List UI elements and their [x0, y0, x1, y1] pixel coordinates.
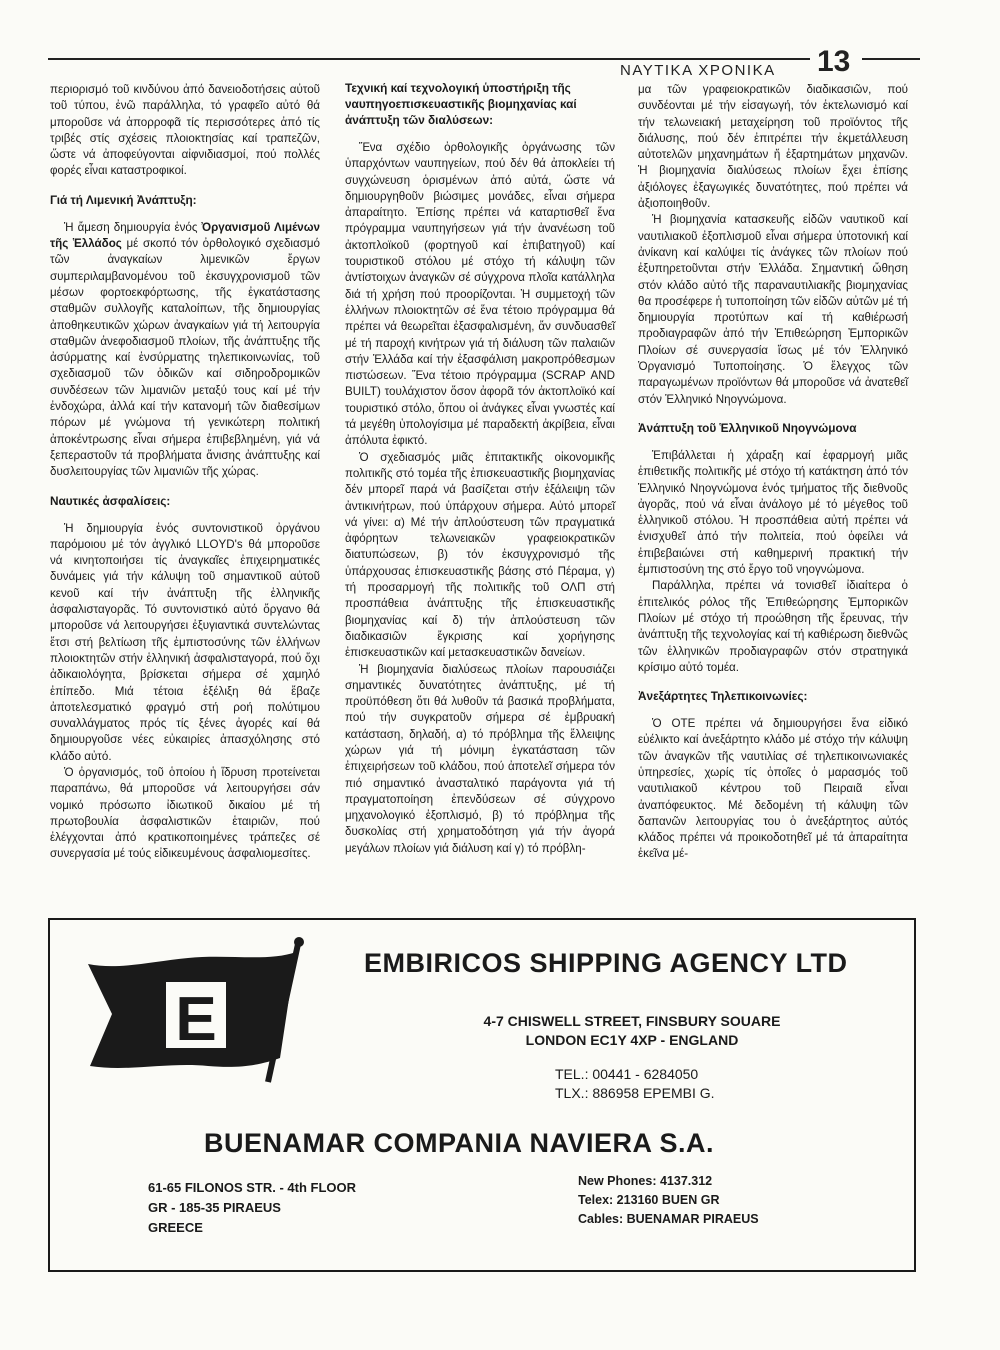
paragraph: Ὁ σχεδιασμός μιᾶς ἐπιτακτικῆς οἰκονομικῆς πολιτικῆς στό τομέα τῆς ἐπισκευαστικῆς βιομηχανίας δέν μπορεῖ παρά νά βασίζεται στήν ἐξάλειψη τῶν ἀντικινήτρων, πού ὑπάρχουν σήμερα. Αὐτό μπορεῖ νά γίνει: α) Μέ τήν ἀπλούστευση τῶν πραγματικά ἀφόρητων τελωνειακῶν γραφειοκρατικῶν διατυπώσεων, β) τόν ἐκσυγχρονισμό τῆς ὑπάρχουσας ἐπισκευαστικῆς βάσης στό Πέραμα, γ) τή προσαρμογή τῆς πολιτικῆς τοῦ ΟΛΠ στή προσπάθεια ἀνάπτυξης τῆς ἐπισκευαστικῆς βιομηχανίας καί δ) τήν ἀπλούστευση τῶν διαδικασιῶν ἔγκρισης καί χορήγησης ἐπισκευαστικῶν καί μετασκευαστικῶν δανείων. — [345, 450, 615, 660]
cables: Cables: BUENAMAR PIRAEUS — [578, 1212, 759, 1226]
contact-buenamar — [578, 1172, 759, 1229]
magazine-title: ΝΑΥΤΙΚΑ ΧΡΟΝΙΚΑ — [620, 62, 776, 79]
paragraph: Ἡ βιομηχανία διαλύσεως πλοίων παρουσιάζει σημαντικές δυνατότητες ἀνάπτυξης, μέ τή προϋπόθεση ὅτι θά λυθοῦν τά βασικά προβλήματα, πού τήν συγκρατοῦν σήμερα σέ ἐμβρυακή κατάσταση, δηλαδή, α) τό πρόβλημα τῆς ἔλλειψης χώρων γιά τή μόνιμη ἐγκατάσταση τῶν ἐπιχειρήσεων τοῦ κλάδου, πού ἀποτελεῖ σήμερα τόν πιό σημαντικό ἀνασταλτικό παράγοντα γιά τή πραγματοποίηση ἐπενδύσεων σέ σύγχρονο μηχανολογικό ἐξοπλισμό, β) τό πρόβλημα τῆς δυσκολίας στή χρηματοδότηση γιά τήν ἀγορά μεγάλων πλοίων γιά διάλυση καί γ) τό πρόβλη- — [345, 662, 615, 855]
paragraph: Ἡ δημιουργία ἑνός συντονιστικοῦ ὀργάνου παρόμοιου μέ τόν ἀγγλικό LLOYD's θά μποροῦσε νά κινητοποιήσει τίς ἀναγκαῖες ἐπιχειρηματικές δυνάμεις γιά τήν κάλυψη τοῦ σημαντικοῦ αὐτοῦ κενοῦ καί τήν ἀνάπτυξη τῆς ἑλληνικῆς ἀσφαλισταγορᾶς. Τό συντονιστικό αὐτό ὄργανο θά μποροῦσε νά λειτουργήσει ἐξυγιαντικά συντελώντας ἔτσι στή βελτίωση τῆς ἐμπιστοσύνης τῶν ἑλλήνων πλοιοκτητῶν στήν ἑλληνική ἀσφαλισταγορά, πού ὅχι ἀδικαιολόγητα, βρίσκεται σήμερα σέ χαμηλό ἐπίπεδο. Μιά τέτοια ἐξέλιξη θά ἔβαζε ἀποτελεσματικό φραγμό στή ροή πολύτιμου συναλλάγματος πρός τίς ξένες ἀγορές καί θά δημιουργοῦσε νέες εὐκαιρίες ἀπασχόλησης στό κλάδο αὐτό. — [50, 521, 320, 763]
paragraph: Ἐπιβάλλεται ἡ χάραξη καί ἐφαρμογή μιᾶς ἐπιθετικῆς πολιτικῆς μέ στόχο τή κατάκτηση ἀπό τόν Ἑλληνικό Νηογνώμονα ἑνός τμήματος τῆς διεθνοῦς ἀγορᾶς, πού νά εἶναι ἀνάλογο μέ τό μέγεθος τοῦ ἑλληνικοῦ στόλου. Ἡ προσπάθεια αὐτή πρέπει νά ἐνισχυθεῖ ἀπό τήν πολιτεία, πού ὀφείλει νά ἐπιβεβαιώνει στή καθημερινή πρακτική τήν ἐμπιστοσύνη της στό ἔργο τοῦ νηογνώμονα. — [638, 448, 908, 577]
text-span: μέ σκοπό τόν ὀρθολογικό σχεδιασμό τῶν ἀναγκαίων λιμενικῶν ἔργων συμπεριλαμβανομένου τοῦ ἐκσυγχρονισμοῦ τῶν μέσων φορτοεκφόρτωσης, τῆς ἐγκατάστασης σταθμῶν συλλογῆς καταλοίπων, τῆς δημιουργίας ἀποθηκευτικῶν χώρων ἀναγκαίων γιά τή λειτουργία σταθμῶν ἀνεφοδιασμοῦ πλοίων, τῆς ἀνάπτυξης τῆς ἀσύρματης καί ἐνσύρματης τηλεπικοινωνίας, τοῦ σχεδιασμοῦ τῶν ὁδικῶν καί σιδηροδρομικῶν συνδέσεων τῶν λιμανιῶν μεταξύ τους καί μέ τήν ἐνδοχώρα, ἀλλά καί τήν κατανομή τῶν διαθεσίμων πόρων μέ γνώμονα τή γενικώτερη πολιτική ἀποκέντρωσης εἶναι σήμερα ἐπιβεβλημένη, γιά νά ξεπεραστοῦν τά προβλήματα ἄνισης ἀνάπτυξης καί δυσλειτουργίας τῶν λιμανιῶν τῆς χώρας. — [50, 237, 320, 479]
telex: TLX.: 886958 EPEMBI G. — [555, 1085, 715, 1101]
address-line: GR - 185-35 PIRAEUS — [148, 1200, 281, 1215]
address-line: 61-65 FILONOS STR. - 4th FLOOR — [148, 1180, 357, 1195]
address-buenamar — [148, 1178, 356, 1238]
bold-text-span: Ὀργανισμοῦ Λιμένων τῆς Ἑλλάδος — [50, 220, 320, 251]
address-line: 4-7 CHISWELL STREET, FINSBURY SOUARE — [483, 1013, 781, 1029]
paragraph: περιορισμό τοῦ κινδύνου ἀπό δανειοδοτήσεις αὐτοῦ τοῦ τύπου, ἐνῶ παράλληλα, τό γραφεῖο αὐτό θά μποροῦσε νά ἀπορροφᾶ τίς περισσότερες ἀπό τίς τριβές στίς σχέσεις πλοιοκτησίας καί τραπεζῶν, ὥστε νά ἀποφεύγονται αἰφνιδιασμοί, πού πολλές φορές εἶναι καταστροφικοί. — [50, 83, 320, 178]
header-rule-left — [48, 58, 810, 60]
paragraph — [50, 220, 320, 481]
company-name-embiricos: EMBIRICOS SHIPPING AGENCY LTD — [364, 948, 848, 978]
paragraph: Ὁ ΟΤΕ πρέπει νά δημιουργήσει ἕνα εἰδικό εὐέλικτο καί ἀνεξάρτητο κλάδο μέ στόχο τήν κάλυψη τῶν ἀναγκῶν τῆς ναυτιλίας σέ τηλεπικοινωνιακές ὑπηρεσίες, χωρίς τίς ὁποῖες ὁ μαρασμός τοῦ ναυτιλιακοῦ κέντρου τοῦ Πειραιᾶ εἶναι ἀναπόφευκτος. Μέ δεδομένη τή κάλυψη τῶν δαπανῶν λειτουργίας του ὁ ἀνεξάρτητος αὐτός κλάδος πρέπει νά προικοδοτηθεῖ μέ τά ἀπαραίτητα ἐκεῖνα μέ- — [638, 717, 908, 861]
flag-pole-finial — [294, 937, 304, 947]
contact-embiricos — [555, 1065, 715, 1103]
section-heading-port-development: Γιά τή Λιμενική Ἀνάπτυξη: — [50, 192, 197, 207]
paragraph: μα τῶν γραφειοκρατικῶν διαδικασιῶν, πού συνδέονται μέ τήν εἰσαγωγή, τόν ἐκτελωνισμό καί τήν τελωνειακή μεταχείρηση τοῦ προϊόντος τῆς διάλυσης, πού δέν ἐπιτρέπει τήν ἐκμετάλλευση αὐτοτελῶν μηχανημάτων ἤ ἐξαρτημάτων μηχανῶν. Ἡ βιομηχανία διαλύσεως πλοίων ἔχει ἐπίσης ἀξιόλογες ἐξαγωγικές δυνατότητες, πού πρέπει νά ἀξιοποιηθοῦν. — [638, 83, 908, 211]
article-column-1 — [50, 82, 320, 863]
paragraph: Ἕνα σχέδιο ὀρθολογικῆς ὀργάνωσης τῶν ὑπαρχόντων ναυπηγείων, πού δέν θά ἀποκλείει τή συγχώνευση ὁρισμένων ἀπό αὐτά, ὥστε νά δημιουργηθοῦν βιώσιμες μονάδες, εἶναι σήμερα ἀπαραίτητο. Ἐπίσης πρέπει νά καταρτισθεῖ ἕνα πρόγραμμα ναυπηγήσεων γιά τήν ἀνανέωση τοῦ ἀκτοπλοϊκοῦ (φορτηγοῦ καί ἐπιβατηγοῦ) καί τουριστικοῦ στόλου μέ στόχο τή κάλυψη τῶν ἀντίστοιχων ἀναγκῶν σέ σύγχρονα πλοῖα κατάλληλα διά τή χρήση πού προορίζονται. Ἡ συμμετοχή τῶν ἑλλήνων πλοιοκτητῶν σέ ἕνα τέτοιο πρόγραμμα θά πρέπει νά θεωρεῖται ἐξασφαλισμένη, ἄν συνδυασθεῖ μέ τή παροχή κινήτρων γιά τή διάλυση τῶν παλαιῶν στήν Ἑλλάδα καί τήν ἐξασφάλιση μακροπρόθεσμων πιστώσεων. Ἕνα τέτοιο πρόγραμμα (SCRAP AND BUILT) τουλάχιστον ὅσον ἀφορᾶ τόν ἀκτοπλοϊκό καί τουριστικό στόλο, ὅπου οἱ ἀνάγκες εἶναι γνωστές καί τά μεγέθη ὑπολογίσιμα μέ παραδεκτή ἀκρίβεια, εἶναι ἀπόλυτα ἐφικτό. — [345, 141, 615, 448]
section-heading-telecommunications: Ἀνεξάρτητες Τηλεπικοινωνίες: — [638, 689, 808, 704]
section-heading-hellenic-register: Ἀνάπτυξη τοῦ Ἑλληνικοῦ Νηογνώμονα — [638, 420, 857, 435]
address-line: LONDON EC1Y 4XP - ENGLAND — [525, 1032, 739, 1048]
address-line: GREECE — [148, 1220, 203, 1235]
paragraph: Ὁ ὀργανισμός, τοῦ ὁποίου ἡ ἵδρυση προτείνεται παραπάνω, θά μποροῦσε νά λειτουργήσει σάν νομικό πρόσωπο ἰδιωτικοῦ δικαίου μέ τή πρωτοβουλία ἀσφαλιστικῶν ἑταιριῶν, πού ἐλέγχονται ἀπό κρατικοποιημένες τράπεζες σέ συνεργασία μέ τούς εἰδικευμένους ἀσφαλιομεσίτες. — [50, 765, 320, 861]
paragraph: Παράλληλα, πρέπει νά τονισθεῖ ἰδιαίτερα ὁ ἐπιτελικός ρόλος τῆς Ἐπιθεώρησης Ἐμπορικῶν Πλοίων μέ στόχο τή προώθηση τῆς ἔρευνας, τήν ἀνάπτυξη τῆς τεχνολογίας καί τή καθιέρωση διεθνῶς τῶν ἑλληνικῶν προδιαγραφῶν στόν στρατηγικά κρίσιμο αὐτό τομέα. — [638, 579, 908, 674]
advertisement-box — [48, 918, 916, 1272]
page-number: 13 — [817, 45, 851, 78]
text-span: Ἡ ἄμεση δημιουργία ἑνός — [64, 220, 202, 234]
telex: Telex: 213160 BUEN GR — [578, 1193, 720, 1207]
section-heading-marine-insurance: Ναυτικές ἀσφαλίσεις: — [50, 493, 171, 508]
phones: New Phones: 4137.312 — [578, 1174, 713, 1188]
article-column-2 — [345, 80, 615, 857]
article-column-3 — [638, 82, 908, 863]
address-embiricos — [452, 1012, 812, 1050]
section-heading-shipbuilding-support: Τεχνική καί τεχνολογική ὑποστήριξη τῆς ναυπηγοεπισκευαστικῆς βιομηχανίας καί ἀνάπτυξη τῶν διαλύσεων: — [345, 81, 577, 127]
header-rule-right — [862, 58, 920, 60]
telephone: TEL.: 00441 - 6284050 — [555, 1066, 699, 1082]
paragraph: Ἡ βιομηχανία κατασκευῆς εἰδῶν ναυτικοῦ καί ναυτιλιακοῦ ἐξοπλισμοῦ εἶναι σήμερα ὑποτονική καί ἀνίκανη καί καλύψει τίς ἀνάγκες τῶν πλοίων πού ἐξυπηρετοῦνται στήν Ἑλλάδα. Σημαντική ὤθηση στόν κλάδο αὐτό τῆς παραναυτιλιακῆς βιομηχανίας θα προσέφερε ἡ τυποποίηση τῶν εἰδῶν αὐτῶν μέ τή δημιουργία προτύπων καί τή καθιέρωσή προδιαγραφῶν ἀπό τήν Ἐπιθεώρηση Ἐμπορικῶν Πλοίων σέ συνεργασία ἴσως μέ τόν Ἑλληνικό Ὀργανισμό Τυποποίησης. Ὁ ἔλεγχος τῶν παραγωμένων προϊόντων θά μποροῦσε νά ἀνατεθεῖ στόν Ἑλληνικό Νηογνώμονα. — [638, 213, 908, 406]
flag-logo-icon — [68, 934, 328, 1084]
flag-letter: E — [175, 985, 217, 1054]
company-name-buenamar: BUENAMAR COMPANIA NAVIERA S.A. — [204, 1128, 715, 1158]
